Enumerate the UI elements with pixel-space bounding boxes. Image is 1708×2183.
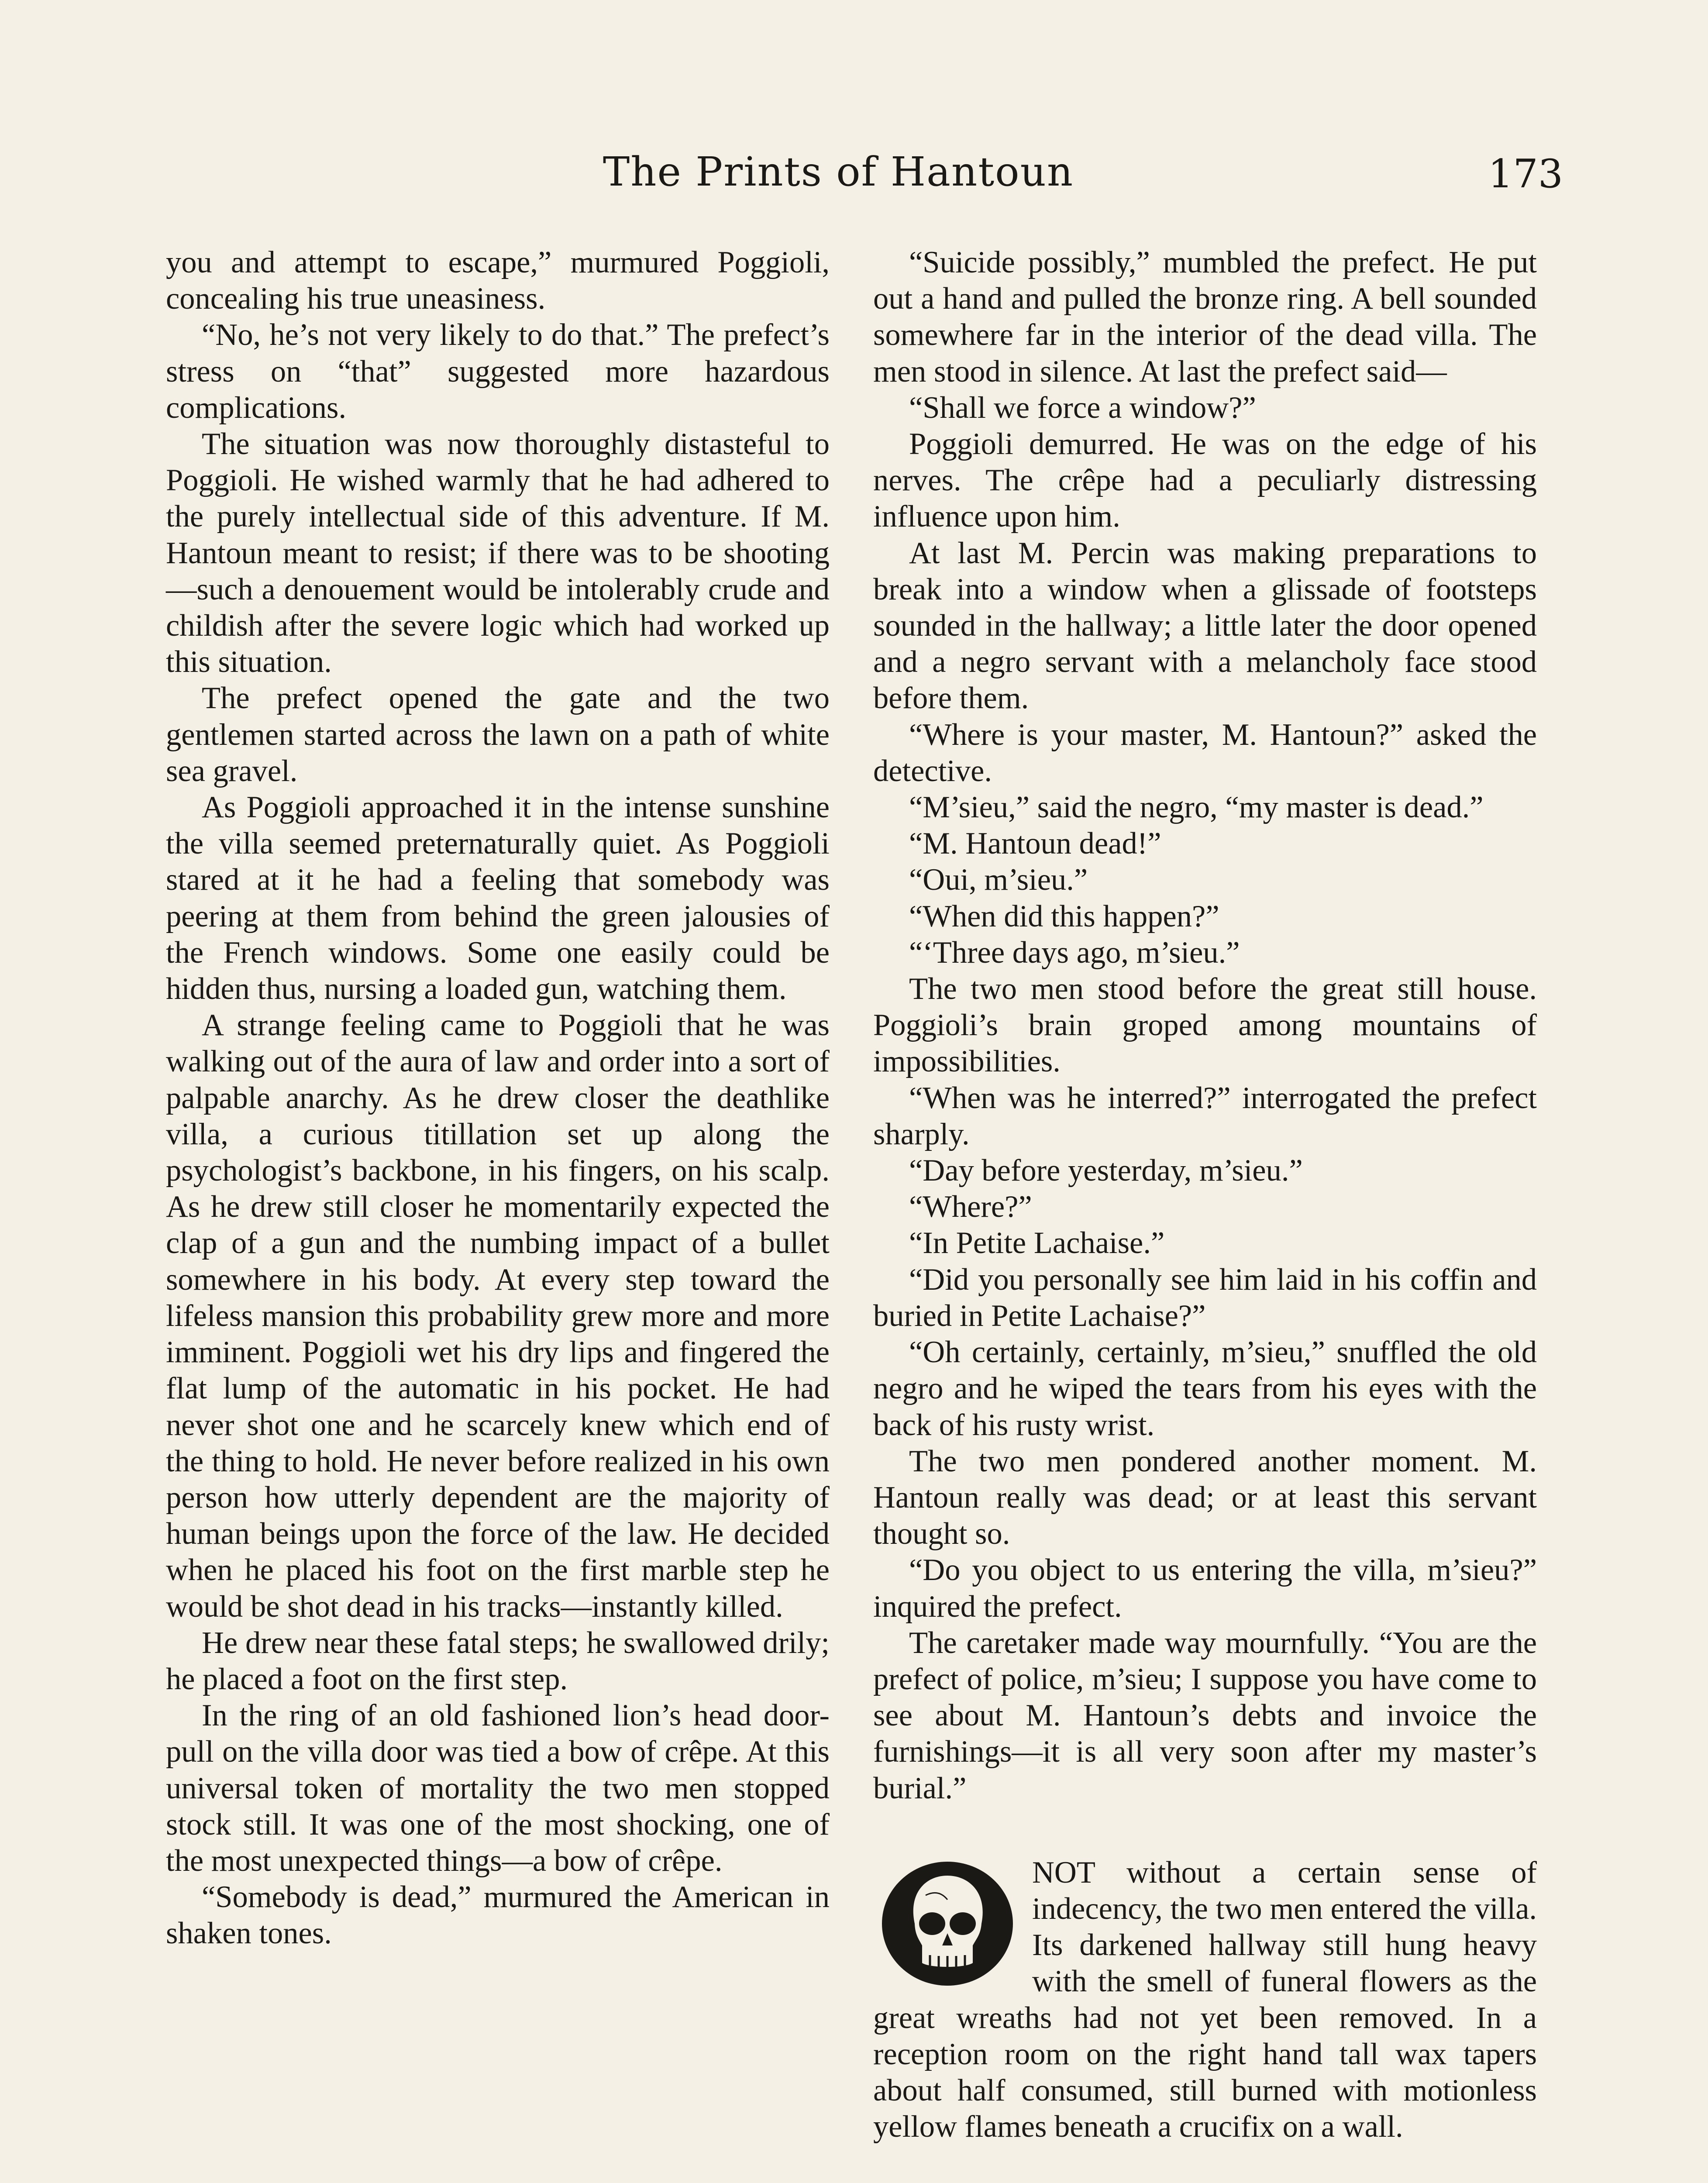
paragraph: “When was he interred?” interrogated the prefect sharply. bbox=[873, 1081, 1537, 1151]
paragraph: A strange feeling came to Poggioli that he was walking out of the aura of law and order into a sort of palpable anarchy. As he drew closer the deathlike villa, a curious titillation set up along the psychologist’s backbone, in his fingers, on his scalp. As he drew still closer he momentarily expected the clap of a gun and the numbing impact of a bullet somewhere in his body. At every step toward the lifeless mansion this probability grew more and more imminent. Poggioli wet his dry lips and fingered the flat lump of the automatic in his pocket. He had never shot one and he scarcely knew which end of the thing to hold. He never before realized in his own person how utterly dependent are the majority of human beings upon the force of the law. He decided when he placed his foot on the first marble step he would be shot dead in his tracks—instantly killed. bbox=[166, 1008, 830, 1624]
paragraph: At last M. Percin was making preparations to break into a window when a glissade of footsteps sounded in the hallway; a little later the door opened and a negro servant with a melancholy face stood before them. bbox=[873, 536, 1537, 716]
paragraph: “Suicide possibly,” mumbled the prefect. He put out a hand and pulled the bronze ring. A bell sounded somewhere far in the interior of the dead villa. The men stood in silence. At last the prefect said— bbox=[873, 245, 1537, 389]
paragraph: “Somebody is dead,” murmured the American in shaken tones. bbox=[166, 1880, 830, 1951]
paragraph: “M’sieu,” said the negro, “my master is dead.” bbox=[909, 790, 1484, 825]
paragraph: Poggioli demurred. He was on the edge of his nerves. The crêpe had a peculiarly distressing influence upon him. bbox=[873, 427, 1537, 534]
page-number: 173 bbox=[1488, 151, 1563, 197]
paragraph: “Where is your master, M. Hantoun?” asked the detective. bbox=[873, 717, 1537, 788]
paragraph: “Shall we force a window?” bbox=[909, 390, 1256, 425]
paragraph: “M. Hantoun dead!” bbox=[909, 826, 1161, 861]
right-column bbox=[873, 244, 1537, 2145]
left-column bbox=[166, 244, 830, 1952]
paragraph: “Oui, m’sieu.” bbox=[909, 863, 1088, 897]
section-opening bbox=[873, 1855, 1537, 2145]
paragraph: In the ring of an old fashioned lion’s head door-pull on the villa door was tied a bow of crêpe. At this universal token of mortality the two men stopped stock still. It was one of the most shocking, one of the most unexpected things—a bow of crêpe. bbox=[166, 1698, 830, 1878]
paragraph: The two men pondered another moment. M. Hantoun really was dead; or at least this servant thought so. bbox=[873, 1444, 1537, 1551]
paragraph: The situation was now thoroughly distasteful to Poggioli. He wished warmly that he had adhered to the purely intellectual side of this adventure. If M. Hantoun meant to resist; if there was to be shooting—such a denouement would be intolerably crude and childish after the severe logic which had worked up this situation. bbox=[166, 427, 830, 679]
paragraph: “No, he’s not very likely to do that.” The prefect’s stress on “that” suggested more hazardous complications. bbox=[166, 318, 830, 425]
section-paragraph: NOT without a certain sense of indecency, the two men entered the villa. Its darkened hallway still hung heavy with the smell of funeral flowers as the great wreaths had not yet been removed. In a reception room on the right hand tall wax tapers about half consumed, still burned with motionless yellow flames beneath a crucifix on a wall. bbox=[873, 1855, 1537, 2144]
paragraph: “When did this happen?” bbox=[909, 899, 1219, 933]
paragraph: you and attempt to escape,” murmured Poggioli, concealing his true uneasiness. bbox=[166, 245, 830, 316]
skull-icon bbox=[873, 1858, 1022, 1989]
paragraph: As Poggioli approached it in the intense sunshine the villa seemed preternaturally quiet. As Poggioli stared at it he had a feeling that somebody was peering at them from behind the green jalousies of the French windows. Some one easily could be hidden thus, nursing a loaded gun, watching them. bbox=[166, 790, 830, 1006]
paragraph: “‘Three days ago, m’sieu.” bbox=[909, 935, 1240, 970]
paragraph: “Did you personally see him laid in his coffin and buried in Petite Lachaise?” bbox=[873, 1262, 1537, 1333]
paragraph: “Do you object to us entering the villa, m’sieu?” inquired the prefect. bbox=[873, 1553, 1537, 1624]
section-gap bbox=[873, 1807, 1537, 1855]
paragraph: “Oh certainly, certainly, m’sieu,” snuffled the old negro and he wiped the tears from his eyes with the back of his rusty wrist. bbox=[873, 1335, 1537, 1442]
paragraph: He drew near these fatal steps; he swallowed drily; he placed a foot on the first step. bbox=[166, 1625, 830, 1696]
paragraph: “Day before yesterday, m’sieu.” bbox=[909, 1153, 1303, 1188]
paragraph: The prefect opened the gate and the two gentlemen started across the lawn on a path of white sea gravel. bbox=[166, 681, 830, 788]
paragraph: “In Petite Lachaise.” bbox=[909, 1226, 1165, 1260]
paragraph: The caretaker made way mournfully. “You are the prefect of police, m’sieu; I suppose you have come to see about M. Hantoun’s debts and invoice the furnishings—it is all very soon after my master’s burial.” bbox=[873, 1625, 1537, 1805]
paragraph: The two men stood before the great still house. Poggioli’s brain groped among mountains of impossibilities. bbox=[873, 972, 1537, 1079]
running-title: The Prints of Hantoun bbox=[603, 148, 1074, 195]
paragraph: “Where?” bbox=[909, 1190, 1032, 1224]
